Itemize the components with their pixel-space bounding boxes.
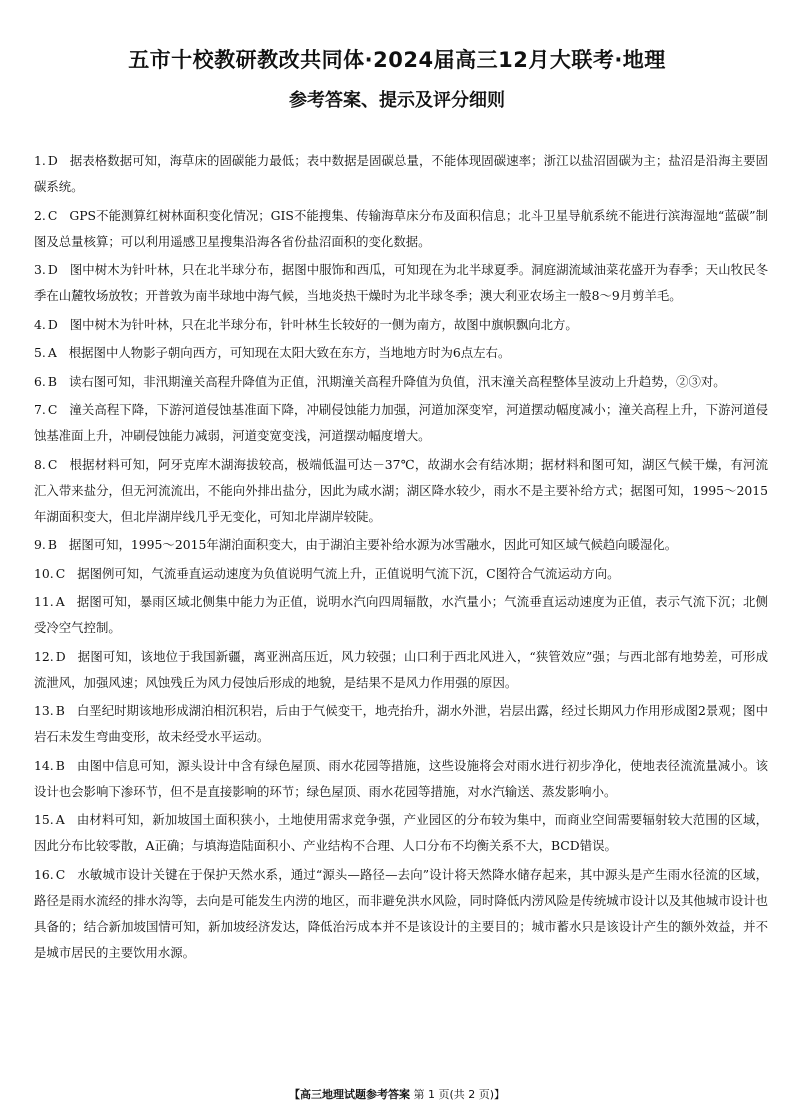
answer-number: 14.	[34, 757, 54, 773]
answer-number: 8.	[34, 456, 46, 472]
answer-item-10	[34, 561, 768, 587]
answer-item-12	[34, 644, 768, 696]
answer-item-3	[34, 257, 768, 309]
answer-choice: A	[55, 812, 65, 827]
answer-item-15	[34, 807, 768, 859]
answer-explanation: 由材料可知，新加坡国土面积狭小，土地使用需求竞争强，产业园区的分布较为集中，而商业空间需要辐射较大范围的区域，因此分布比较零散，A正确；与填海造陆面积小、产业结构不合理、人口分布不均衡关系不大，BCD错误。	[34, 812, 768, 853]
answer-choice: A	[55, 594, 65, 609]
answer-choice: C	[47, 207, 58, 223]
answer-item-5	[34, 340, 768, 366]
answer-item-7	[34, 397, 768, 449]
answer-explanation: 由图中信息可知，源头设计中含有绿色屋顶、雨水花园等措施，这些设施将会对雨水进行初步净化，使地表径流流量减小。该设计也会影响下渗环节，但不是直接影响的环节；绿色屋顶、雨水花园等措施，对水汽输送、蒸发影响小。	[34, 757, 768, 799]
answer-item-2	[34, 203, 768, 255]
page-title: 五市十校教研教改共同体·2024届高三12月大联考·地理	[128, 48, 666, 72]
answer-explanation: 据图例可知，气流垂直运动速度为负值说明气流上升，正值说明气流下沉，C图符合气流运动方向。	[77, 565, 620, 581]
answer-choice: C	[47, 402, 58, 417]
answer-number: 9.	[34, 537, 46, 552]
answer-number: 11.	[34, 594, 54, 609]
answer-list	[34, 148, 768, 968]
answer-number: 2.	[34, 207, 46, 223]
answer-choice: A	[47, 345, 57, 360]
answer-explanation: 水敏城市设计关键在于保护天然水系，通过“源头—路径—去向”设计将天然降水储存起来，其中源头是产生雨水径流的区域，路径是雨水流经的排水沟等，去向是可能发生内涝的地区，而非避免洪水风险，同时降低内涝风险是传统城市设计以及其他城市设计也具备的；结合新加坡国情可知，新加坡经济发达，降低治污成本并不是该设计的主要目的；城市蓄水只是该设计产生的额外效益，并不是城市居民的主要饮用水源。	[34, 866, 768, 960]
answer-number: 13.	[34, 703, 54, 718]
answer-number: 5.	[34, 345, 46, 360]
answer-item-14	[34, 753, 768, 805]
answer-choice: C	[47, 456, 58, 472]
answer-explanation: GPS不能测算红树林面积变化情况；GIS不能搜集、传输海草床分布及面积信息；北斗卫星导航系统不能进行滨海湿地“蓝碳”制图及总量核算；可以利用遥感卫星搜集沿海各省份盐沼面积的变化数据。	[34, 207, 768, 249]
answer-explanation: 据图可知，该地位于我国新疆，离亚洲高压近，风力较强；山口利于西北风进入，“狭管效应”强；与西北部有地势差，可形成流泄风，加强风速；风蚀残丘为风力侵蚀后形成的地貌，是结果不是风力作用强的原因。	[34, 648, 768, 690]
answer-item-1	[34, 148, 768, 200]
answer-choice: B	[55, 757, 65, 773]
answer-item-4	[34, 312, 768, 338]
answer-choice: D	[47, 153, 58, 168]
answer-number: 10.	[34, 565, 54, 581]
answer-choice: B	[55, 703, 65, 718]
answer-item-9	[34, 532, 768, 558]
answer-number: 4.	[34, 316, 46, 332]
answer-item-11	[34, 589, 768, 641]
answer-item-8	[34, 452, 768, 530]
page-footer	[0, 1086, 794, 1102]
answer-explanation: 白垩纪时期该地形成湖泊相沉积岩，后由于气候变干，地壳抬升，湖水外泄，岩层出露，经过长期风力作用形成图2景观；图中岩石未发生弯曲变形，故未经受水平运动。	[34, 703, 768, 744]
answer-number: 7.	[34, 402, 46, 417]
answer-choice: D	[47, 316, 58, 332]
answer-explanation: 根据材料可知，阿牙克库木湖海拔较高，极端低温可达－37℃，故湖水会有结冰期；据材料和图可知，湖区气候干燥，有河流汇入带来盐分，但无河流流出，不能向外排出盐分，因此为咸水湖；湖区降水较少，雨水不是主要补给方式；据图可知，1995～2015年湖面积变大，但北岸湖岸线几乎无变化，可知北岸湖岸较陡。	[34, 456, 768, 524]
answer-item-16	[34, 862, 768, 966]
answer-item-6	[34, 369, 768, 395]
answer-explanation: 据图可知，暴雨区域北侧集中能力为正值，说明水汽向四周辐散，水汽量小；气流垂直运动速度为正值，表示气流下沉；北侧受冷空气控制。	[34, 594, 768, 635]
answer-choice: C	[55, 565, 66, 581]
answer-explanation: 读右图可知，非汛期潼关高程升降值为正值，汛期潼关高程升降值为负值，汛末潼关高程整体呈波动上升趋势，②③对。	[68, 373, 726, 389]
answer-choice: D	[55, 648, 66, 664]
answer-explanation: 图中树木为针叶林，只在北半球分布，据图中服饰和西瓜，可知现在为北半球夏季。洞庭湖流域油菜花盛开为春季；天山牧民冬季在山麓牧场放牧；开普敦为南半球地中海气候，当地炎热干燥时为北半球冬季；澳大利亚农场主一般8～9月剪羊毛。	[34, 262, 768, 303]
answer-choice: B	[47, 373, 57, 389]
answer-explanation: 据图可知，1995～2015年湖泊面积变大，由于湖泊主要补给水源为冰雪融水，因此可知区域气候趋向暖湿化。	[68, 537, 678, 552]
footer-label: 【高三地理试题参考答案	[288, 1088, 410, 1101]
footer-page-number: 第 1 页(共 2 页)】	[413, 1088, 506, 1101]
answer-number: 12.	[34, 648, 54, 664]
answer-number: 1.	[34, 153, 46, 168]
answer-item-13	[34, 698, 768, 750]
answer-explanation: 根据图中人物影子朝向西方，可知现在太阳大致在东方，当地地方时为6点左右。	[68, 345, 511, 360]
answer-explanation: 图中树木为针叶林，只在北半球分布，针叶林生长较好的一侧为南方，故图中旗帜飘向北方。	[69, 316, 578, 332]
answer-choice: B	[47, 537, 57, 552]
answer-choice: C	[55, 866, 66, 882]
answer-choice: D	[47, 262, 58, 277]
answer-number: 15.	[34, 812, 54, 827]
answer-number: 3.	[34, 262, 46, 277]
answer-number: 6.	[34, 373, 46, 389]
answer-explanation: 据表格数据可知，海草床的固碳能力最低；表中数据是固碳总量，不能体现固碳速率；浙江以盐沼固碳为主；盐沼是沿海主要固碳系统。	[34, 153, 768, 194]
answer-explanation: 潼关高程下降，下游河道侵蚀基准面下降，冲刷侵蚀能力加强，河道加深变窄，河道摆动幅度减小；潼关高程上升，下游河道侵蚀基准面上升，冲刷侵蚀能力减弱，河道变宽变浅，河道摆动幅度增大。	[34, 402, 768, 443]
page-subtitle: 参考答案、提示及评分细则	[289, 90, 505, 111]
answer-number: 16.	[34, 866, 54, 882]
